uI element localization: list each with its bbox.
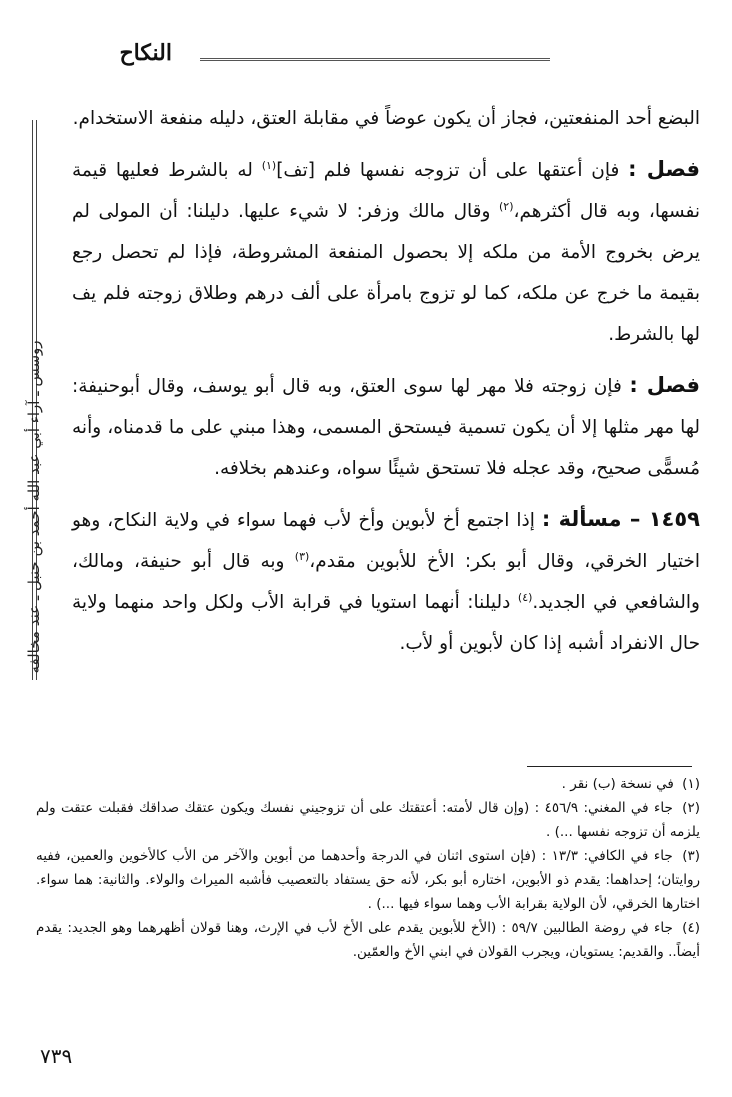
header-rule	[200, 58, 550, 61]
paragraph-text: له بالشرط فعليها قيمة نفسها، وبه قال أكثرهم،	[72, 160, 700, 222]
masala-label: ١٤٥٩ – مسألة :	[541, 507, 700, 531]
fasl-label: فصل :	[629, 373, 700, 397]
footnote-ref-4: (٤)	[517, 590, 533, 604]
paragraph-text: فإن أعتقها على أن تزوجه نفسها فلم [تف]	[276, 160, 620, 181]
paragraph-text: وقال مالك وزفر: لا شيء عليها. دليلنا: أن المولى لم يرض بخروج الأمة من ملكه إلا بحصول المنفعة المشروطة، فإذا لم تحصل رجع بقيمة ما خرج عن ملكه، كما لو تزوج بامرأة على ألف درهم وطلاق زوجته فلم يف لها بالشرط.	[72, 201, 700, 345]
footnote-ref-3: (٣)	[294, 549, 310, 563]
paragraph-fasl-2	[72, 365, 700, 489]
footnote-number: (٤)	[682, 920, 700, 936]
footnote-text: جاء في الكافي: ١٣/٣ : (فإن استوى اثنان في الدرجة وأحدهما من أبوين والآخر من الأب كالأخوين والعمين، ففيه روايتان؛ إحداهما: يقدم ذو الأبوين، اختاره أبو بكر، لأنه حق يستفاد بالتعصيب فأشبه الميراث والولاء. والثانية: هما سواء. اختارها الخرقي، لأن الولاية بقرابة الأب وهما سواء فيها ...) .	[36, 848, 700, 912]
paragraph-fasl-1	[72, 149, 700, 355]
page-number: ٧٣٩	[40, 1044, 73, 1068]
paragraph-masala	[72, 499, 700, 664]
footnote-4	[36, 916, 700, 964]
page-header-title: النكاح	[119, 40, 172, 66]
footnote-number: (٣)	[682, 848, 701, 864]
paragraph-text: إذا اجتمع أخ لأبوين وأخ لأب فهما سواء في ولاية النكاح، وهو اختيار الخرقي، وقال أبو بكر: الأخ للأبوين مقدم،	[72, 510, 700, 572]
footnote-number: (١)	[682, 776, 700, 792]
paragraph-text: فإن زوجته فلا مهر لها سوى العتق، وبه قال أبو يوسف، وقال أبوحنيفة: لها مهر مثلها إلا أن يكون تسمية فيستحق المسمى، وهذا مبني على ما قدمناه، وأنه مُسمًّى صحيح، وقد عجله فلا تستحق شيئًا سواه، وعندهم بخلافه.	[72, 376, 700, 479]
paragraph-1: البضع أحد المنفعتين، فجاز أن يكون عوضاً في مقابلة العتق، دليله منفعة الاستخدام.	[72, 108, 700, 129]
side-running-text: روسس ـ آراء أبي عبد الله أحمد بن حنبل ـ عند مخالفه	[25, 340, 43, 674]
main-text	[72, 98, 700, 674]
footnote-2	[36, 796, 700, 844]
footnote-text: في نسخة (ب) نقر .	[561, 776, 674, 792]
footnotes	[36, 772, 700, 964]
footnote-1	[36, 772, 700, 796]
fasl-label: فصل :	[628, 157, 700, 181]
footnote-ref-1: (١)	[261, 158, 277, 172]
footnote-3	[36, 844, 700, 916]
paragraph-text: دليلنا: أنهما استويا في قرابة الأب ولكل واحد منهما ولاية حال الانفراد أشبه إذا كان لأبوين أو لأب.	[72, 592, 700, 654]
footnote-number: (٢)	[682, 800, 700, 816]
footnote-ref-2: (٢)	[499, 199, 514, 213]
paragraph-text: وبه قال أبو حنيفة، ومالك، والشافعي في الجديد.	[72, 551, 700, 613]
footnote-text: جاء في روضة الطالبين ٥٩/٧ : (الأخ للأبوين يقدم على الأخ لأب في الإرث، وهنا قولان أظهرهما وهو الجديد: يقدم أيضاً.. والقديم: يستويان، ويجرب القولان في ابني الأخ والعمّين.	[36, 920, 700, 960]
footnote-text: جاء في المغني: ٤٥٦/٩ : (وإن قال لأمته: أعتقتك على أن تزوجيني نفسك ويكون عتقك صداقك فقبلت عتقت ولم يلزمه أن تزوجه نفسها ...) .	[36, 800, 700, 840]
footnote-separator	[527, 766, 692, 767]
